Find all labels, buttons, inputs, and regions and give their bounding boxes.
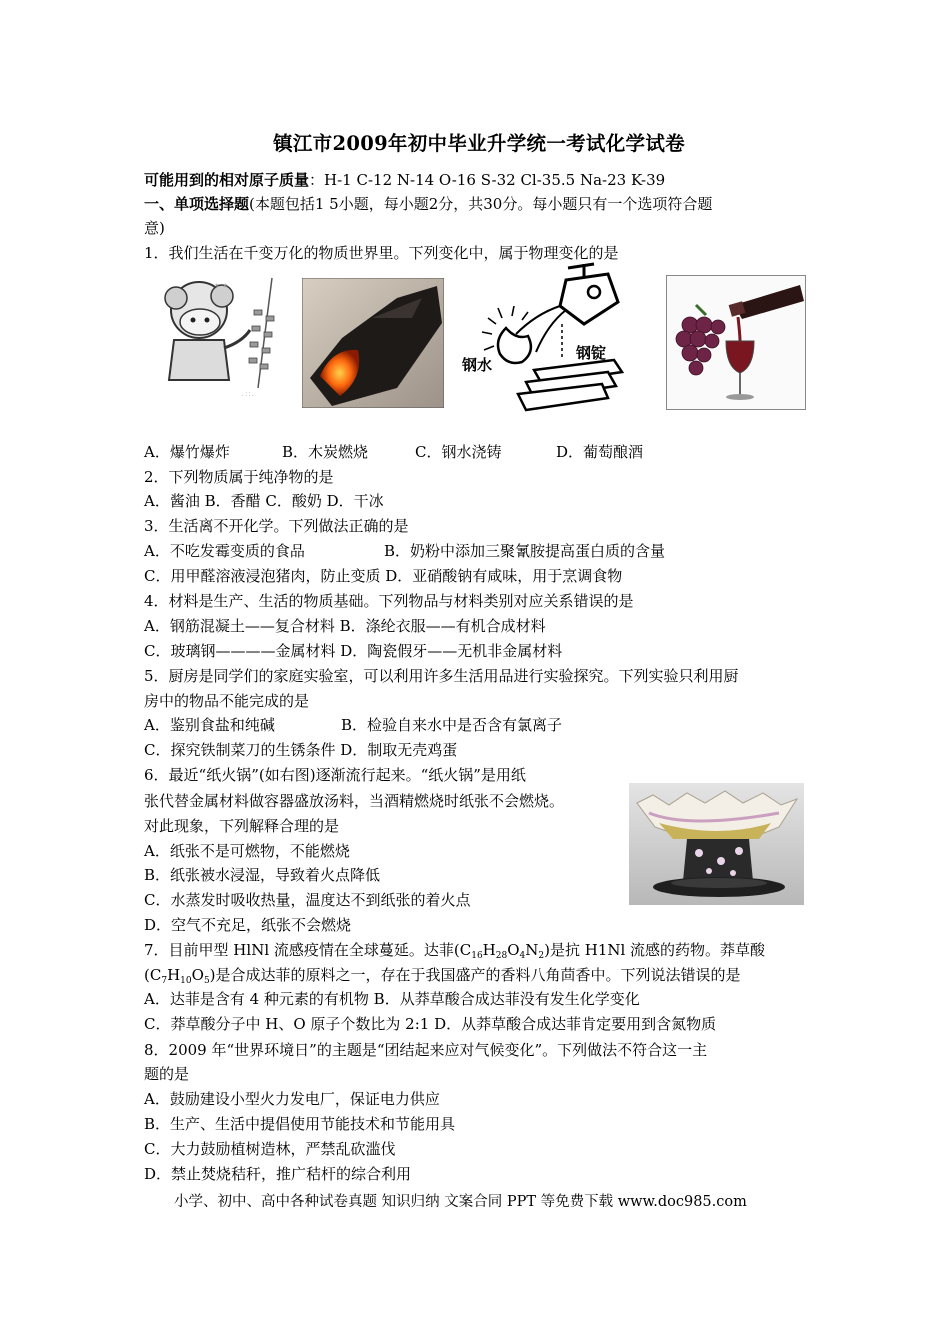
q7-stem-line1 [144,940,765,960]
q7-stem-line2 [144,965,741,985]
q5-stem-line1: 5．厨房是同学们的家庭实验室，可以利用许多生活用品进行实验探究。下列实验只利用厨 [144,667,739,685]
grape-wine-figure [666,275,806,410]
q4-options-ab[interactable]: A．钢筋混凝土——复合材料 B．涤纶衣服——有机合成材料 [144,617,546,635]
formula-subscript: 10 [180,976,192,986]
q1-option-b[interactable]: B．木炭燃烧 [282,443,369,461]
steel-water-label: 钢水 [462,356,493,374]
q1-stem: 1．我们生活在千变万化的物质世界里。下列变化中，属于物理变化的是 [144,244,619,262]
q3-stem: 3．生活离不开化学。下列做法正确的是 [144,517,409,535]
q5-option-a[interactable]: A．鉴别食盐和纯碱 [144,716,275,734]
formula-subscript: 28 [495,951,508,961]
atomic-mass-label: 可能用到的相对原子质量 [144,171,310,189]
atomic-mass-values: ：H-1 C-12 N-14 O-16 S-32 Cl-35.5 Na-23 K-39 [309,171,666,189]
q6-option-b[interactable]: B．纸张被水浸湿，导致着火点降低 [144,866,381,884]
formula-subscript: 5 [203,976,210,986]
svg-text:✶ ✶: ✶ ✶ [214,282,228,290]
q1-option-d[interactable]: D．葡萄酿酒 [556,443,644,461]
q8-stem-line2: 题的是 [144,1065,190,1083]
formula-subscript: 4 [519,951,526,961]
q3-option-b[interactable]: B．奶粉中添加三聚氰胺提高蛋白质的含量 [384,542,666,560]
q1-option-a[interactable]: A．爆竹爆炸 [144,443,230,461]
paper-hotpot-figure [629,783,804,905]
q7-options-ab[interactable]: A．达菲是含有 4 种元素的有机物 B．从莽草酸合成达菲没有发生化学变化 [144,990,640,1008]
q1-options [144,442,643,462]
formula-subscript: 16 [471,951,483,961]
q2-stem: 2．下列物质属于纯净物的是 [144,468,334,486]
q6-stem-line1: 6．最近“纸火锅”(如右图)逐渐流行起来。“纸火锅”是用纸 [144,766,526,784]
q5-options-ab [144,715,562,735]
q6-option-c[interactable]: C．水蒸发时吸收热量，温度达不到纸张的着火点 [144,891,471,909]
section-desc-cont: 意) [144,219,165,237]
q3-options-ab [144,541,665,561]
section-heading-line [144,194,712,214]
q6-option-a[interactable]: A．纸张不是可燃物，不能燃烧 [144,842,350,860]
q8-option-a[interactable]: A．鼓励建设小型火力发电厂，保证电力供应 [144,1090,440,1108]
section-heading: 一、单项选择题 [144,195,250,213]
formula-subscript: 7 [161,976,168,986]
firecracker-figure [154,270,284,400]
q7-stem-text: 7．目前甲型 HlNl 流感疫情在全球蔓延。达菲(C [144,941,472,959]
formula-element: H [482,941,496,959]
q3-options-cd[interactable]: C．用甲醛溶液浸泡猪肉，防止变质 D．亚硝酸钠有咸味，用于烹调食物 [144,567,623,585]
page-footer[interactable]: 小学、初中、高中各种试卷真题 知识归纳 文案合同 PPT 等免费下载 www.doc985.com [174,1194,747,1210]
formula-element: N [525,941,539,959]
q6-stem-line2: 张代替金属材料做容器盛放汤料，当酒精燃烧时纸张不会燃烧。 [144,792,565,810]
q1-option-c[interactable]: C．钢水浇铸 [415,443,502,461]
atomic-mass-line [144,170,665,190]
q4-stem: 4．材料是生产、生活的物质基础。下列物品与材料类别对应关系错误的是 [144,592,634,610]
q4-options-cd[interactable]: C．玻璃钢————金属材料 D．陶瓷假牙——无机非金属材料 [144,642,563,660]
q7-stem-text: (C [144,966,162,984]
formula-element: H [167,966,181,984]
q8-option-d[interactable]: D．禁止焚烧秸秆，推广秸杆的综合利用 [144,1165,412,1183]
section-desc: (本题包括1 5小题，每小题2分，共30分。每小题只有一个选项符合题 [249,195,713,213]
q8-option-b[interactable]: B．生产、生活中提倡使用节能技术和节能用具 [144,1115,456,1133]
q7-stem-text: )是合成达菲的原料之一，存在于我国盛产的香料八角茴香中。下列说法错误的是 [209,966,741,984]
formula-element: O [507,941,520,959]
page-title: 镇江市2009年初中毕业升学统一考试化学试卷 [273,132,685,155]
formula-element: O [191,966,204,984]
q7-stem-text: )是抗 H1Nl 流感的药物。莽草酸 [544,941,766,959]
steel-casting-figure [456,262,631,414]
q5-stem-line2: 房中的物品不能完成的是 [144,692,310,710]
burning-charcoal-figure [302,278,444,408]
q8-option-c[interactable]: C．大力鼓励植树造林，严禁乱砍滥伐 [144,1140,396,1158]
q3-option-a[interactable]: A．不吃发霉变质的食品 [144,542,305,560]
q5-option-b[interactable]: B．检验自来水中是否含有氯离子 [341,716,563,734]
formula-subscript: 2 [538,951,545,961]
q5-options-cd[interactable]: C．探究铁制菜刀的生锈条件 D．制取无壳鸡蛋 [144,741,458,759]
svg-text:. : : .: . : : . [242,392,254,398]
steel-ingot-label: 钢锭 [576,344,607,362]
q6-option-d[interactable]: D．空气不充足，纸张不会燃烧 [144,916,352,934]
q7-options-cd[interactable]: C．莽草酸分子中 H、O 原子个数比为 2:1 D．从莽草酸合成达菲肯定要用到含氮物质 [144,1015,717,1033]
q6-stem-line3: 对此现象，下列解释合理的是 [144,817,340,835]
q8-stem-line1: 8．2009 年“世界环境日”的主题是“团结起来应对气候变化”。下列做法不符合这一主 [144,1041,708,1059]
q2-options[interactable]: A．酱油 B．香醋 C．酸奶 D．干冰 [144,492,384,510]
